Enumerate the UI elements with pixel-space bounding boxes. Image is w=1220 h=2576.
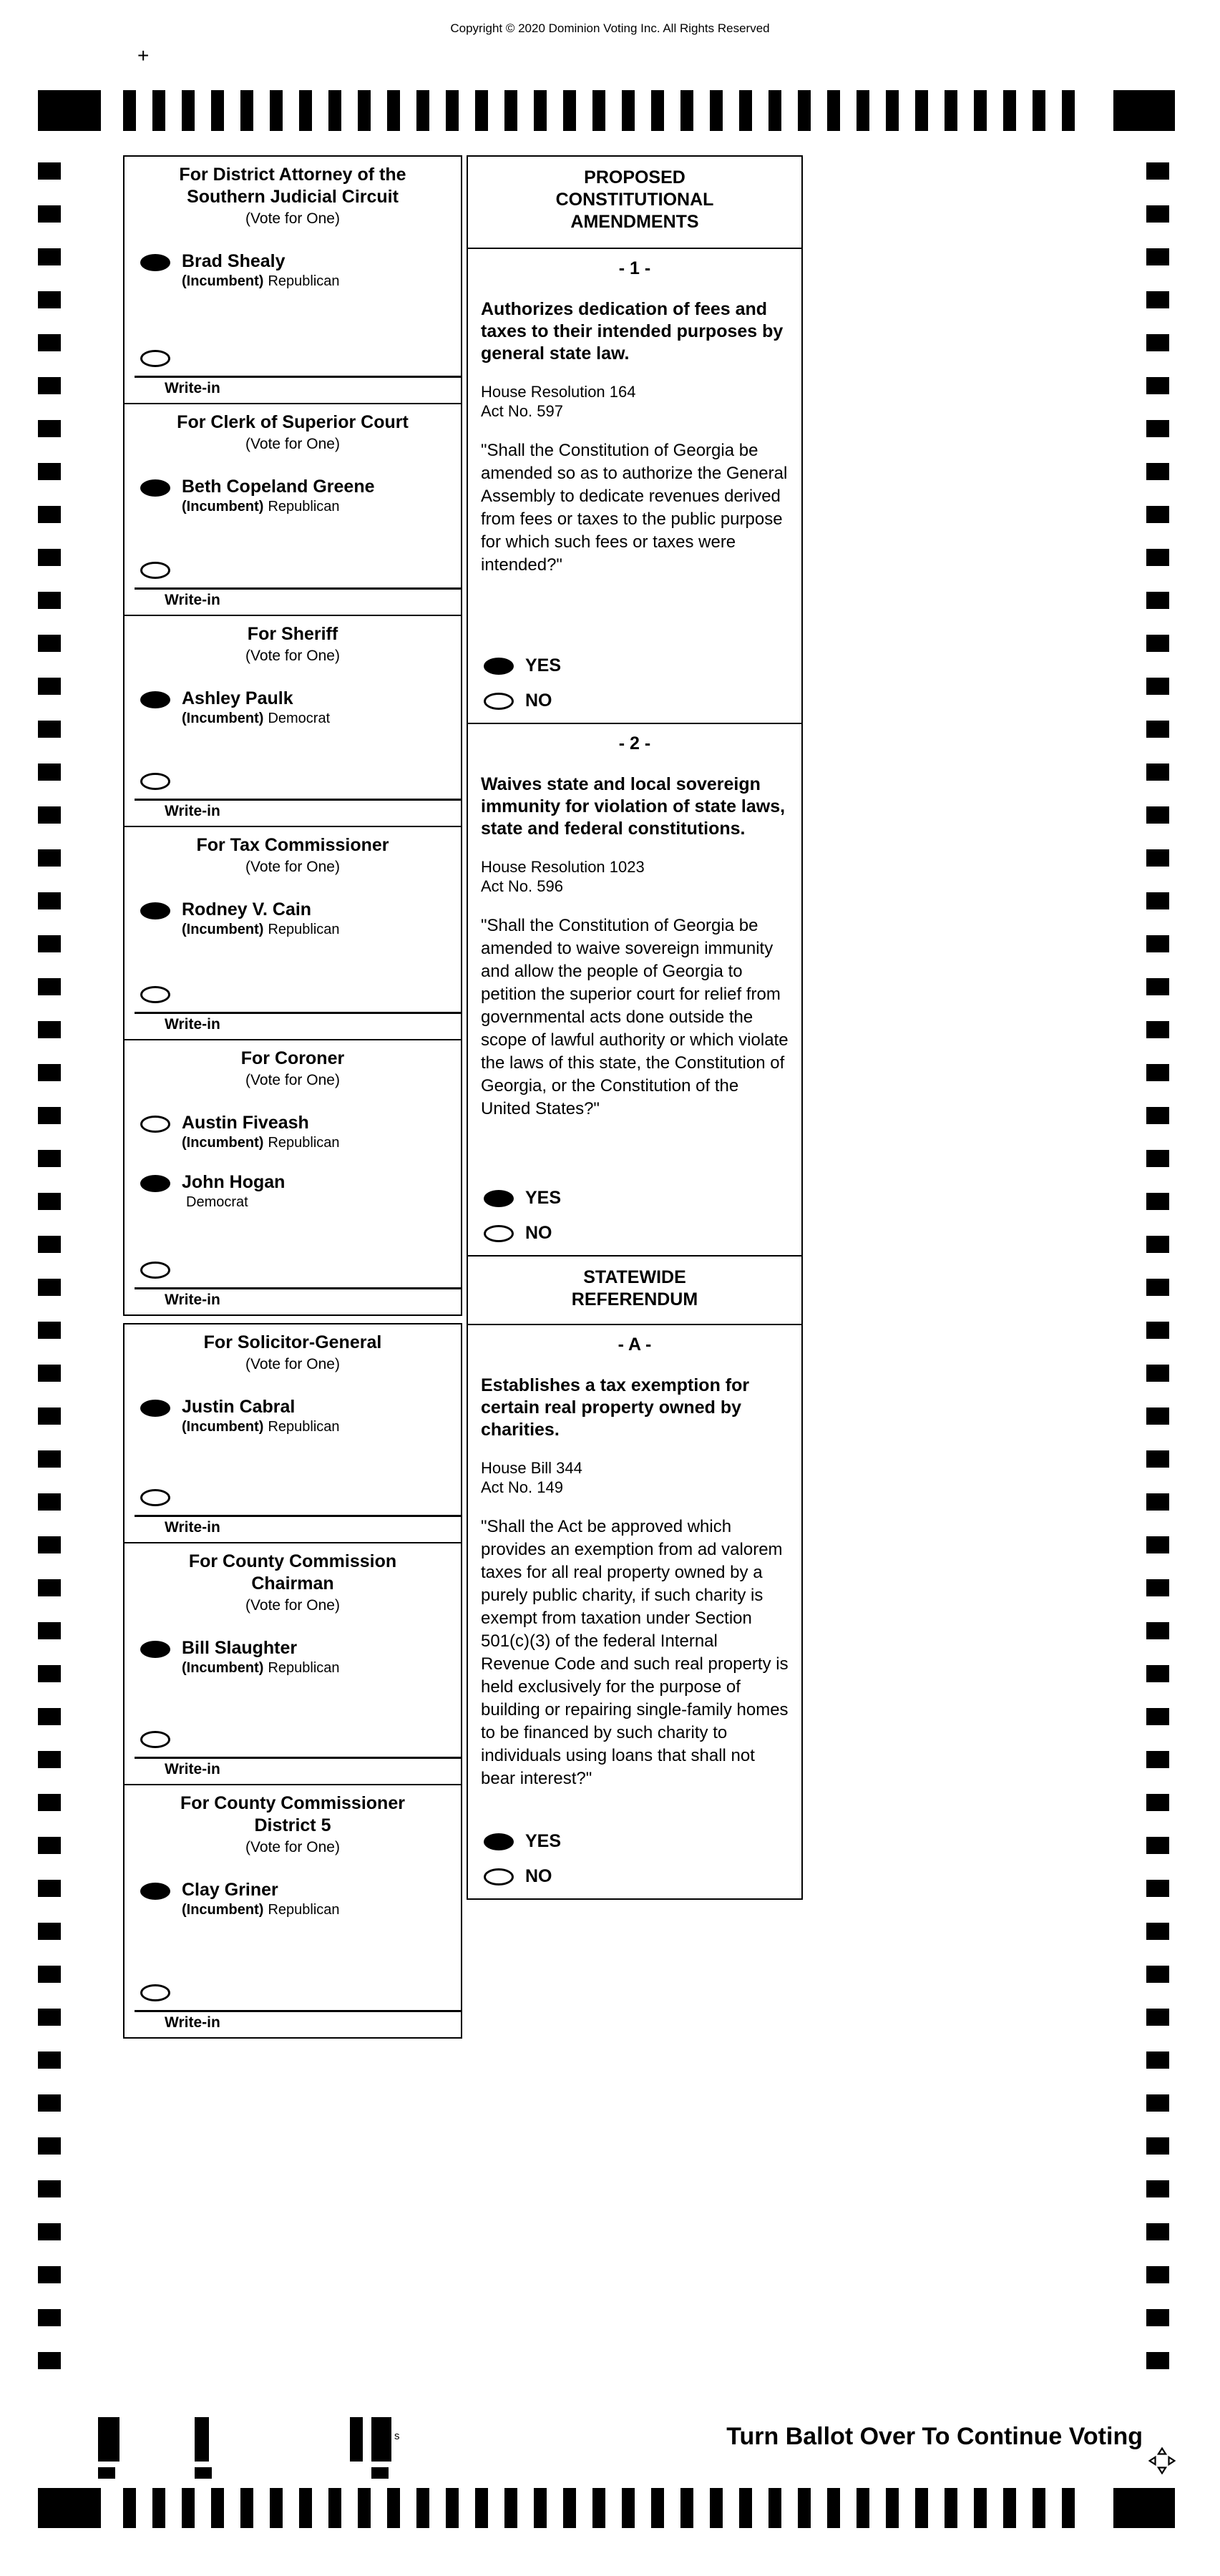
barcode-mark (195, 2417, 209, 2462)
contest-title-line2: District 5 (254, 1815, 331, 1835)
barcode-mark (195, 2467, 212, 2479)
turn-ballot-over-text: Turn Ballot Over To Continue Voting (726, 2423, 1143, 2450)
registration-plus-mark: + (137, 44, 150, 67)
contest-header (125, 1543, 461, 1616)
write-in-label: Write-in (165, 1761, 220, 1777)
candidate-detail: (Incumbent) Republican (182, 1419, 340, 1435)
write-in-oval[interactable] (140, 562, 170, 579)
candidate-name: Beth Copeland Greene (182, 477, 375, 497)
measure-question: "Shall the Act be approved which provides an exemption from ad valorem taxes for all real property owned by a purely public charity, if such charity is exempt from taxation under Section 501(c)(3) of the federal Internal Revenue Code and such real property is held exclusively for the purpose of building or repairing single-family homes to be financed by such charity to individuals using loans that shall not bear interest?" (481, 1517, 789, 1788)
yes-label: YES (525, 655, 562, 675)
measure-number: - 2 - (618, 733, 651, 753)
write-in-oval[interactable] (140, 1262, 170, 1279)
referendum-a (467, 1324, 803, 1900)
contest-title: For District Attorney of the (179, 165, 406, 185)
barcode-mark (98, 2417, 119, 2462)
timing-block (1113, 90, 1175, 131)
contest-title: For County Commission (188, 1551, 397, 1571)
contest-county-commissioner-district-5 (123, 1784, 462, 2039)
candidate-row (140, 1172, 461, 1211)
candidate-row (140, 1880, 461, 1919)
amendment-1 (467, 248, 803, 724)
contest-column (123, 155, 462, 2039)
timing-bars (123, 90, 1082, 131)
write-in-oval[interactable] (140, 986, 170, 1003)
contest-header (125, 1040, 461, 1091)
contest-header (125, 1785, 461, 1858)
write-in-label: Write-in (165, 1519, 220, 1536)
measure-references: House Resolution 1023 Act No. 596 (481, 858, 645, 895)
vote-for-instruction: (Vote for One) (245, 859, 340, 875)
no-label: NO (525, 691, 552, 711)
right-timing-column (1146, 162, 1169, 2369)
contest-title: For County Commissioner (180, 1793, 405, 1813)
oval-referendum-a-no[interactable] (484, 1868, 514, 1885)
compass-arrows-icon (1148, 2447, 1176, 2474)
candidate-row (140, 899, 461, 939)
timing-bars (123, 2488, 1082, 2528)
contest-title: For Tax Commissioner (196, 835, 389, 855)
write-in-label: Write-in (165, 2014, 220, 2031)
write-in-label: Write-in (165, 803, 220, 819)
contest-header (125, 616, 461, 667)
write-in-section[interactable] (125, 1757, 461, 1784)
oval-austin-fiveash[interactable] (140, 1116, 170, 1133)
candidate-detail: (Incumbent) Republican (182, 922, 340, 937)
candidate-row (140, 479, 461, 516)
contest-title-line2: Chairman (251, 1574, 334, 1594)
candidate-name: Bill Slaughter (182, 1638, 298, 1658)
yes-choice (484, 1188, 561, 1209)
measure-question: "Shall the Constitution of Georgia be amended so as to authorize the General Assembly to dedicate revenues derived from fees or taxes to the public purpose for which such fees or taxes were intended?" (481, 441, 788, 575)
write-in-oval[interactable] (140, 1984, 170, 2001)
contest-coroner (123, 1039, 462, 1316)
contest-solicitor-general (123, 1323, 462, 1543)
no-choice (484, 691, 561, 711)
write-in-oval[interactable] (140, 1489, 170, 1506)
vote-for-instruction: (Vote for One) (245, 210, 340, 227)
write-in-label: Write-in (165, 592, 220, 608)
candidate-row (140, 688, 461, 728)
write-in-label: Write-in (165, 1016, 220, 1033)
contest-tax-commissioner (123, 826, 462, 1040)
oval-brad-shealy[interactable] (140, 254, 170, 271)
measure-choices (484, 641, 561, 711)
amendments-header-line: AMENDMENTS (570, 212, 699, 232)
measure-references: House Resolution 164 Act No. 597 (481, 383, 636, 420)
vote-for-instruction: (Vote for One) (245, 1356, 340, 1372)
referendum-header (467, 1255, 803, 1325)
contest-title: For Clerk of Superior Court (177, 412, 409, 432)
candidate-detail: Democrat (186, 1194, 248, 1210)
oval-amendment-2-yes[interactable] (484, 1190, 514, 1207)
oval-amendment-2-no[interactable] (484, 1225, 514, 1242)
yes-label: YES (525, 1188, 562, 1208)
measure-summary: Establishes a tax exemption for certain real property owned by charities. (481, 1375, 750, 1440)
oval-amendment-1-yes[interactable] (484, 658, 514, 675)
copyright-text: Copyright © 2020 Dominion Voting Inc. All Rights Reserved (450, 21, 770, 35)
write-in-oval[interactable] (140, 773, 170, 790)
candidate-row (140, 1397, 461, 1436)
write-in-section[interactable] (125, 587, 461, 615)
measures-column (467, 155, 803, 1900)
candidate-name: John Hogan (182, 1172, 286, 1192)
write-in-oval[interactable] (140, 350, 170, 367)
vote-for-instruction: (Vote for One) (245, 1597, 340, 1614)
candidate-detail: (Incumbent) Democrat (182, 711, 331, 726)
yes-label: YES (525, 1831, 562, 1851)
candidate-name: Justin Cabral (182, 1397, 296, 1417)
no-label: NO (525, 1866, 552, 1886)
oval-john-hogan[interactable] (140, 1175, 170, 1192)
vote-for-instruction: (Vote for One) (245, 436, 340, 452)
measure-summary: Waives state and local sovereign immunity for violation of state laws, state and federal constitutions. (481, 774, 786, 839)
contest-header (125, 827, 461, 878)
measure-choices (484, 1174, 561, 1244)
timing-block (38, 2488, 101, 2528)
candidate-detail: (Incumbent) Republican (182, 499, 340, 514)
measure-choices (484, 1817, 561, 1887)
measure-question: "Shall the Constitution of Georgia be amended to waive sovereign immunity and allow the people of Georgia to petition the superior court for relief from governmental acts done outside the scope of lawful authority or which violate the laws of this state, the Constitution of Georgia, or the Constitution of the United States?" (481, 916, 789, 1118)
write-in-section[interactable] (125, 376, 461, 403)
vote-for-instruction: (Vote for One) (245, 1072, 340, 1088)
measure-summary: Authorizes dedication of fees and taxes to their intended purposes by general state law. (481, 299, 784, 364)
contest-clerk-superior-court (123, 403, 462, 616)
candidate-name: Austin Fiveash (182, 1113, 309, 1133)
amendments-header (467, 155, 803, 249)
oval-justin-cabral[interactable] (140, 1400, 170, 1417)
timing-block (1113, 2488, 1175, 2528)
candidate-row (140, 251, 461, 291)
write-in-label: Write-in (165, 380, 220, 396)
candidate-row (140, 1113, 461, 1152)
no-choice (484, 1223, 561, 1244)
contest-header (125, 404, 461, 455)
corner-glyph: s (394, 2430, 400, 2442)
no-label: NO (525, 1223, 552, 1243)
candidate-detail: (Incumbent) Republican (182, 1902, 340, 1918)
candidate-name: Brad Shealy (182, 251, 286, 271)
yes-choice (484, 1831, 561, 1852)
left-timing-column (38, 162, 61, 2369)
write-in-section[interactable] (125, 1287, 461, 1314)
contest-title: For Coroner (240, 1048, 345, 1068)
oval-beth-copeland-greene[interactable] (140, 479, 170, 497)
barcode-mark (371, 2467, 389, 2479)
candidate-detail: (Incumbent) Republican (182, 1135, 340, 1151)
candidate-name: Rodney V. Cain (182, 899, 312, 919)
contest-header (125, 157, 461, 230)
barcode-mark (371, 2417, 391, 2462)
oval-referendum-a-yes[interactable] (484, 1833, 514, 1850)
contest-county-commission-chairman (123, 1542, 462, 1785)
timing-block (38, 90, 101, 131)
oval-amendment-1-no[interactable] (484, 693, 514, 710)
write-in-section[interactable] (125, 1515, 461, 1542)
candidate-name: Ashley Paulk (182, 688, 293, 708)
contest-district-attorney (123, 155, 462, 404)
write-in-section[interactable] (125, 799, 461, 826)
contest-title-line2: Southern Judicial Circuit (187, 187, 399, 207)
barcode-mark (350, 2417, 363, 2462)
measure-references: House Bill 344 Act No. 149 (481, 1459, 582, 1496)
contest-title: For Solicitor-General (203, 1332, 382, 1352)
oval-rodney-v-cain[interactable] (140, 902, 170, 919)
measure-number: - 1 - (618, 258, 651, 278)
oval-clay-griner[interactable] (140, 1883, 170, 1900)
referendum-header-line: REFERENDUM (571, 1289, 698, 1309)
write-in-label: Write-in (165, 1292, 220, 1308)
amendments-header-line: CONSTITUTIONAL (555, 190, 714, 210)
candidate-name: Clay Griner (182, 1880, 278, 1900)
candidate-row (140, 1638, 461, 1677)
write-in-section[interactable] (125, 1012, 461, 1039)
write-in-oval[interactable] (140, 1731, 170, 1748)
barcode-mark (98, 2467, 115, 2479)
no-choice (484, 1866, 561, 1887)
yes-choice (484, 655, 561, 676)
contest-title: For Sheriff (247, 624, 338, 644)
vote-for-instruction: (Vote for One) (245, 648, 340, 664)
amendments-header-line: PROPOSED (584, 167, 685, 187)
candidate-detail: (Incumbent) Republican (182, 273, 340, 289)
contest-sheriff (123, 615, 462, 827)
referendum-header-line: STATEWIDE (583, 1267, 686, 1287)
candidate-detail: (Incumbent) Republican (182, 1660, 340, 1676)
measure-number: - A - (618, 1335, 652, 1355)
oval-bill-slaughter[interactable] (140, 1641, 170, 1658)
oval-ashley-paulk[interactable] (140, 691, 170, 708)
amendment-2 (467, 723, 803, 1257)
vote-for-instruction: (Vote for One) (245, 1839, 340, 1855)
contest-header (125, 1324, 461, 1375)
write-in-section[interactable] (125, 2010, 461, 2037)
